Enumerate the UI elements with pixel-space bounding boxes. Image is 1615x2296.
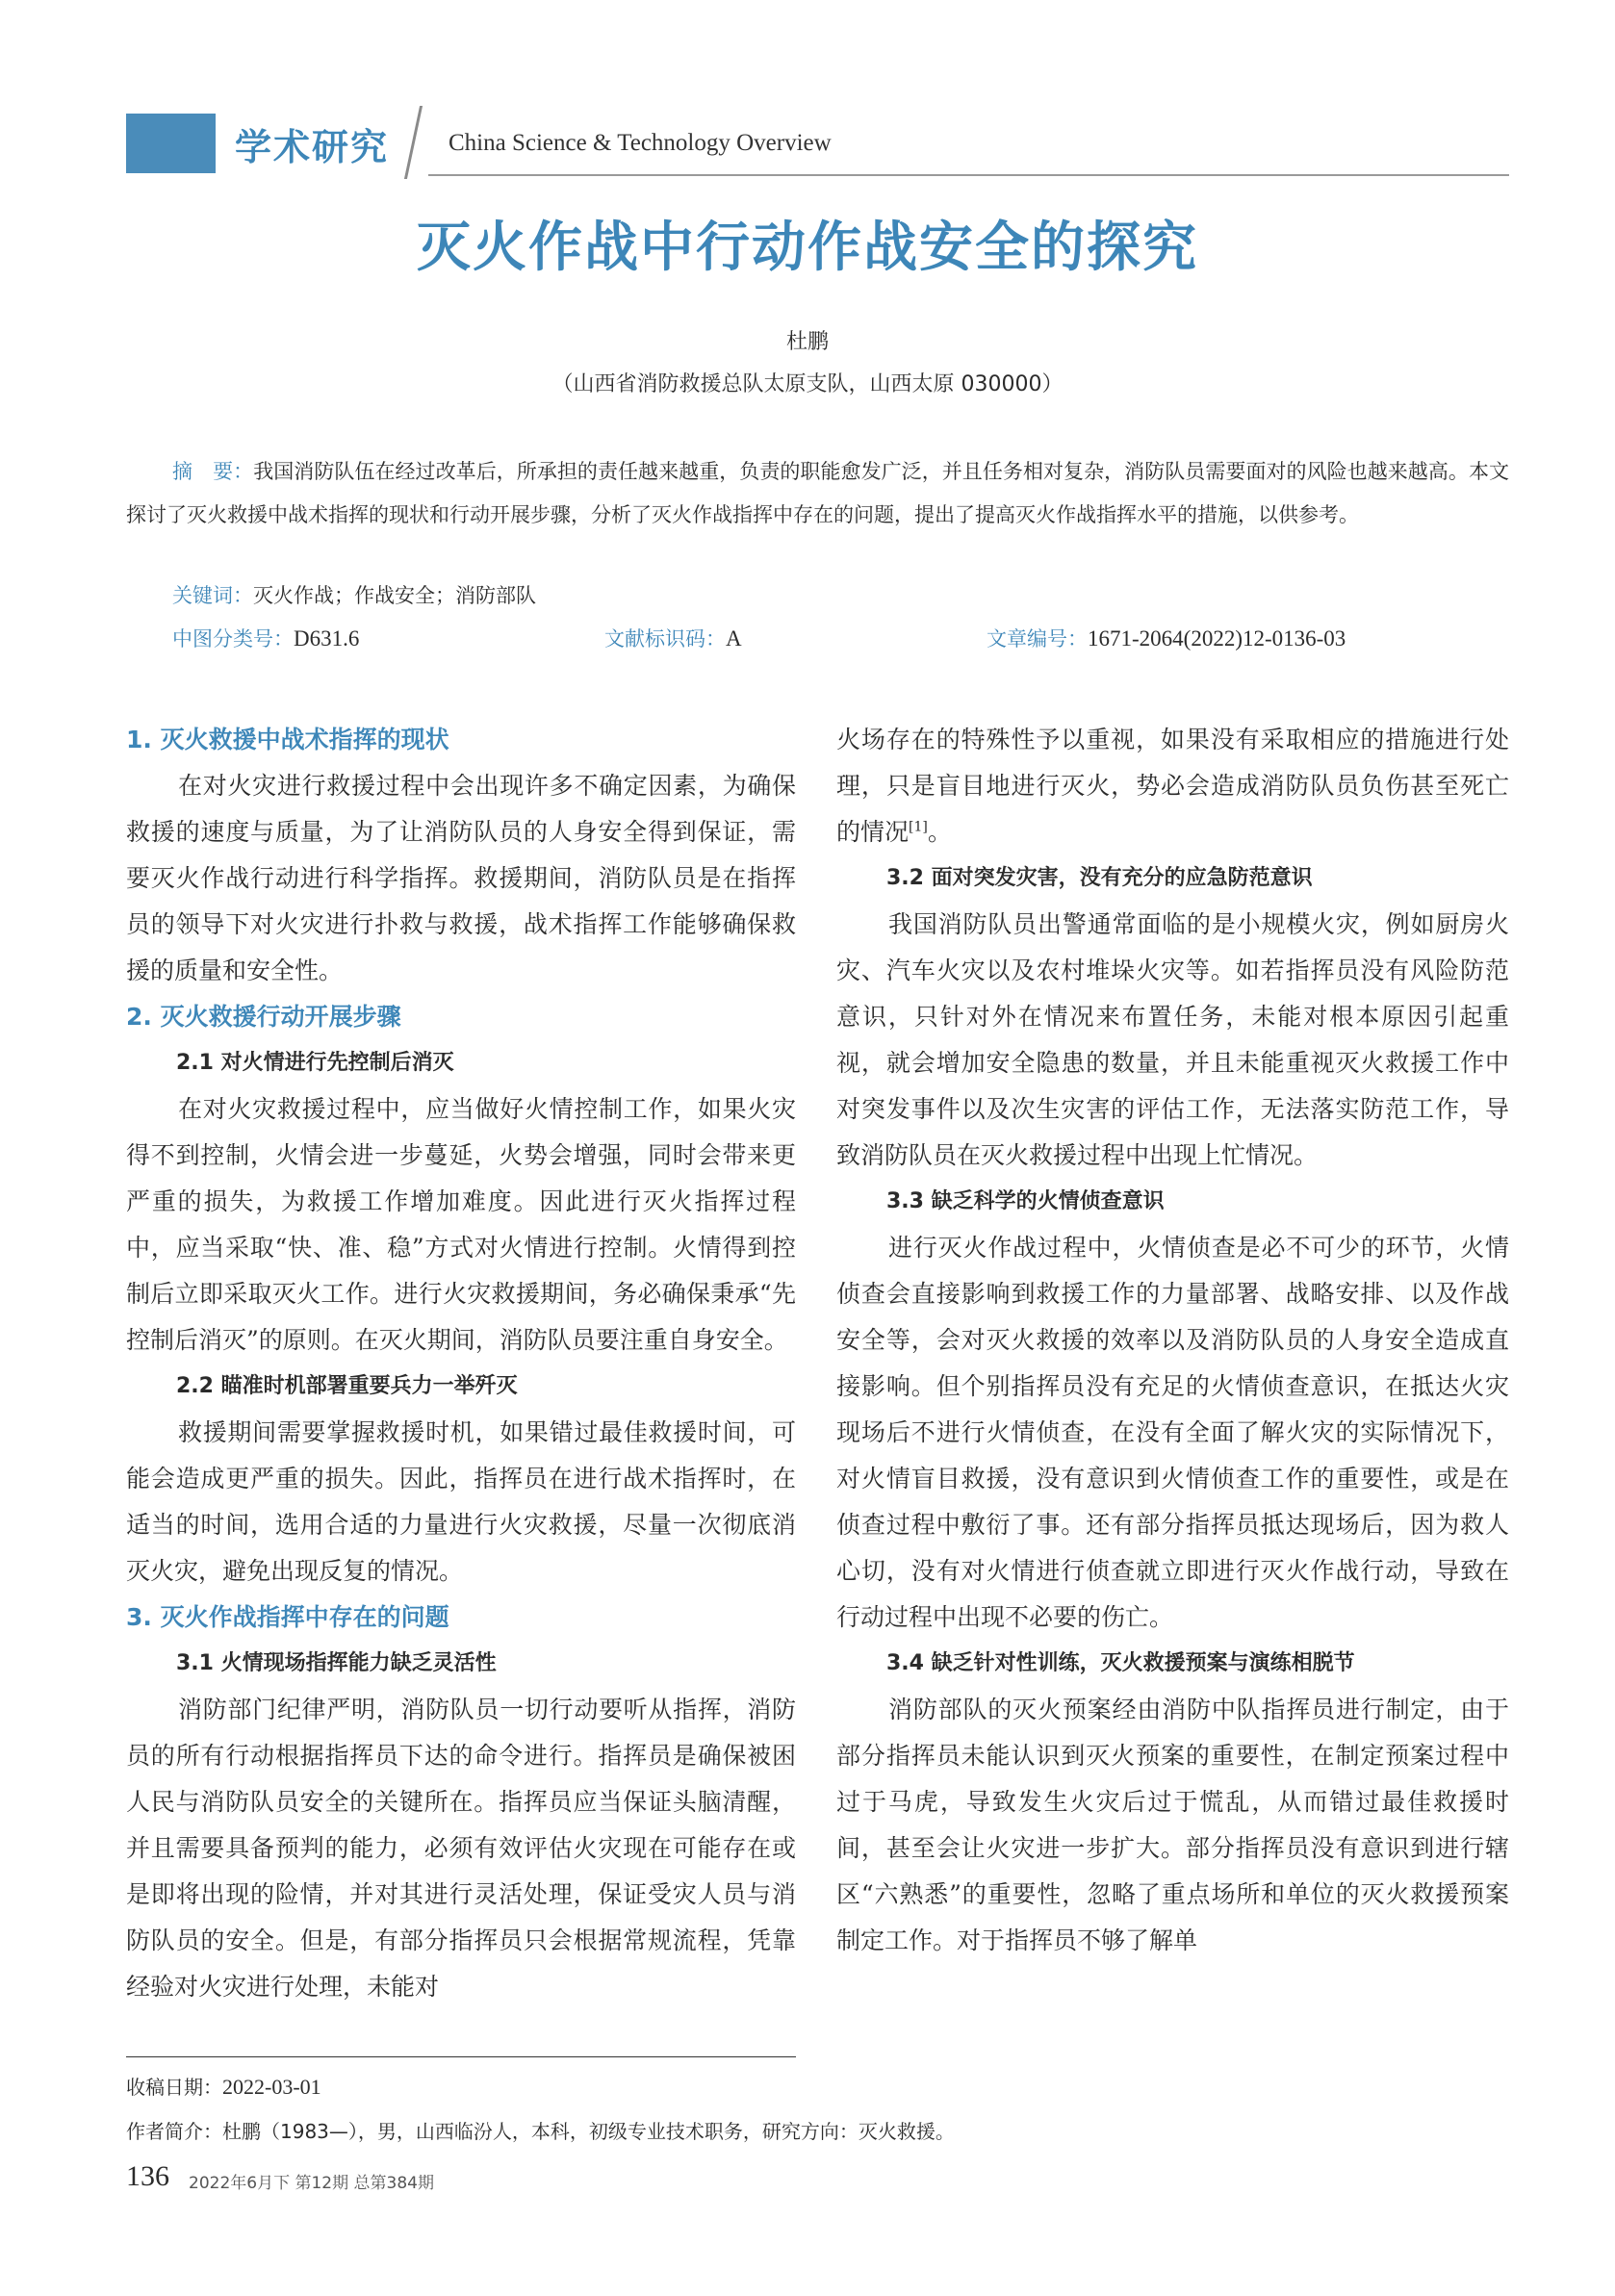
section-title: 学术研究 (235, 126, 390, 168)
body-column-right (836, 717, 1509, 1964)
header-color-block (126, 114, 216, 173)
section-heading: 1. 灭火救援中战术指挥的现状 (126, 726, 449, 753)
author-bio (126, 2116, 955, 2144)
doc-code-label: 文献标识码： (604, 627, 726, 651)
subsection-heading: 3.1 火情现场指挥能力缺乏灵活性 (176, 1651, 497, 1675)
keywords-label: 关键词： (172, 584, 253, 607)
citation-ref[interactable]: [1] (909, 819, 928, 835)
author-name: 杜鹏 (785, 330, 829, 354)
received-value: 2022-03-01 (222, 2075, 321, 2099)
document-code (604, 624, 742, 652)
subsection-heading: 3.4 缺乏针对性训练，灭火救援预案与演练相脱节 (886, 1651, 1355, 1675)
subsection-heading: 3.3 缺乏科学的火情侦查意识 (886, 1189, 1165, 1213)
received-label: 收稿日期： (126, 2076, 222, 2099)
paragraph: 在对火灾进行救援过程中会出现许多不确定因素，为确保救援的速度与质量，为了让消防队员的人身安全得到保证，需要灭火作战行动进行科学指挥。救援期间，消防队员是在指挥员的领导下对火灾进行扑救与救援，战术指挥工作能够确保救援的质量和安全性。 (126, 772, 796, 984)
subsection-heading: 3.2 面对突发灾害，没有充分的应急防范意识 (886, 866, 1313, 890)
article-number-value: 1671-2064(2022)12-0136-03 (1088, 626, 1346, 651)
header-rule (428, 174, 1509, 176)
abstract (126, 450, 1509, 537)
journal-name: China Science & Technology Overview (449, 130, 832, 156)
paragraph: 消防部队的灭火预案经由消防中队指挥员进行制定，由于部分指挥员未能认识到灭火预案的重要性，在制定预案过程中过于马虎，导致发生火灾后过于慌乱，从而错过最佳救援时间，甚至会让火灾进一步扩大。部分指挥员没有意识到进行辖区“六熟悉”的重要性，忽略了重点场所和单位的灭火救援预案制定工作。对于指挥员不够了解单 (836, 1696, 1509, 1954)
body-column-left (126, 717, 796, 2010)
section-heading: 3. 灭火作战指挥中存在的问题 (126, 1603, 449, 1631)
section-heading: 2. 灭火救援行动开展步骤 (126, 1003, 401, 1031)
paragraph: 救援期间需要掌握救援时机，如果错过最佳救援时间，可能会造成更严重的损失。因此，指挥员在进行战术指挥时，在适当的时间，选用合适的力量进行火灾救援，尽量一次彻底消灭火灾，避免出现反复的情况。 (126, 1418, 796, 1585)
article-number (987, 624, 1346, 652)
received-date (126, 2072, 321, 2100)
footnote-rule (126, 2056, 796, 2057)
keywords (172, 580, 536, 609)
clc-label: 中图分类号： (172, 627, 294, 651)
paragraph: 我国消防队员出警通常面临的是小规模火灾，例如厨房火灾、汽车火灾以及农村堆垛火灾等。如若指挥员没有风险防范意识，只针对外在情况来布置任务，未能对根本原因引起重视，就会增加安全隐患的数量，并且未能重视灭火救援工作中对突发事件以及次生灾害的评估工作，无法落实防范工作，导致消防队员在灭火救援过程中出现上忙情况。 (836, 910, 1509, 1169)
paragraph: 进行灭火作战过程中，火情侦查是必不可少的环节，火情侦查会直接影响到救援工作的力量部署、战略安排、以及作战安全等，会对灭火救援的效率以及消防队员的人身安全造成直接影响。但个别指挥员没有充足的火情侦查意识，在抵达火灾现场后不进行火情侦查，在没有全面了解火灾的实际情况下，对火情盲目救援，没有意识到火情侦查工作的重要性，或是在侦查过程中敷衍了事。还有部分指挥员抵达现场后，因为救人心切，没有对火情进行侦查就立即进行灭火作战行动，导致在行动过程中出现不必要的伤亡。 (836, 1234, 1509, 1631)
clc-value: D631.6 (294, 626, 360, 651)
paragraph-end: 。 (927, 818, 952, 846)
page-number: 136 (126, 2160, 169, 2192)
subsection-heading: 2.1 对火情进行先控制后消灭 (176, 1051, 454, 1075)
paragraph: 消防部门纪律严明，消防队员一切行动要听从指挥，消防员的所有行动根据指挥员下达的命令进行。指挥员是确保被困人民与消防队员安全的关键所在。指挥员应当保证头脑清醒，并且需要具备预判的能力，必须有效评估火灾现在可能存在或是即将出现的险情，并对其进行灵活处理，保证受灾人员与消防队员的安全。但是，有部分指挥员只会根据常规流程，凭靠经验对火灾进行处理，未能对 (126, 1696, 796, 2001)
paragraph-text: 火场存在的特殊性予以重视，如果没有采取相应的措施进行处理，只是盲目地进行灭火，势必会造成消防队员负伤甚至死亡的情况 (836, 726, 1509, 846)
article-number-label: 文章编号： (987, 627, 1088, 651)
doc-code-value: A (726, 626, 742, 651)
bio-text: 杜鹏（1983—），男，山西临汾人，本科，初级专业技术职务，研究方向：灭火救援。 (222, 2120, 955, 2143)
author-affiliation: （山西省消防救援总队太原支队，山西太原 030000） (551, 372, 1064, 396)
header-divider (404, 106, 423, 179)
abstract-text: 我国消防队伍在经过改革后，所承担的责任越来越重，负责的职能愈发广泛，并且任务相对复杂，消防队员需要面对的风险也越来越高。本文探讨了灭火救援中战术指挥的现状和行动开展步骤，分析了灭火作战指挥中存在的问题，提出了提高灭火作战指挥水平的措施，以供参考。 (126, 460, 1509, 526)
abstract-label: 摘 要： (172, 460, 254, 483)
paragraph-continued (836, 717, 1509, 855)
article-title: 灭火作战中行动作战安全的探究 (417, 217, 1198, 279)
subsection-heading: 2.2 瞄准时机部署重要兵力一举歼灭 (176, 1374, 518, 1398)
clc-number (172, 624, 359, 652)
bio-label: 作者简介： (126, 2120, 222, 2143)
issue-info: 2022年6月下 第12期 总第384期 (189, 2174, 434, 2193)
paragraph: 在对火灾救援过程中，应当做好火情控制工作，如果火灾得不到控制，火情会进一步蔓延，火势会增强，同时会带来更严重的损失，为救援工作增加难度。因此进行灭火指挥过程中，应当采取“快、准、稳”方式对火情进行控制。火情得到控制后立即采取灭火工作。进行火灾救援期间，务必确保秉承“先控制后消灭”的原则。在灭火期间，消防队员要注重自身安全。 (126, 1095, 796, 1354)
keywords-text: 灭火作战；作战安全；消防部队 (253, 584, 536, 607)
